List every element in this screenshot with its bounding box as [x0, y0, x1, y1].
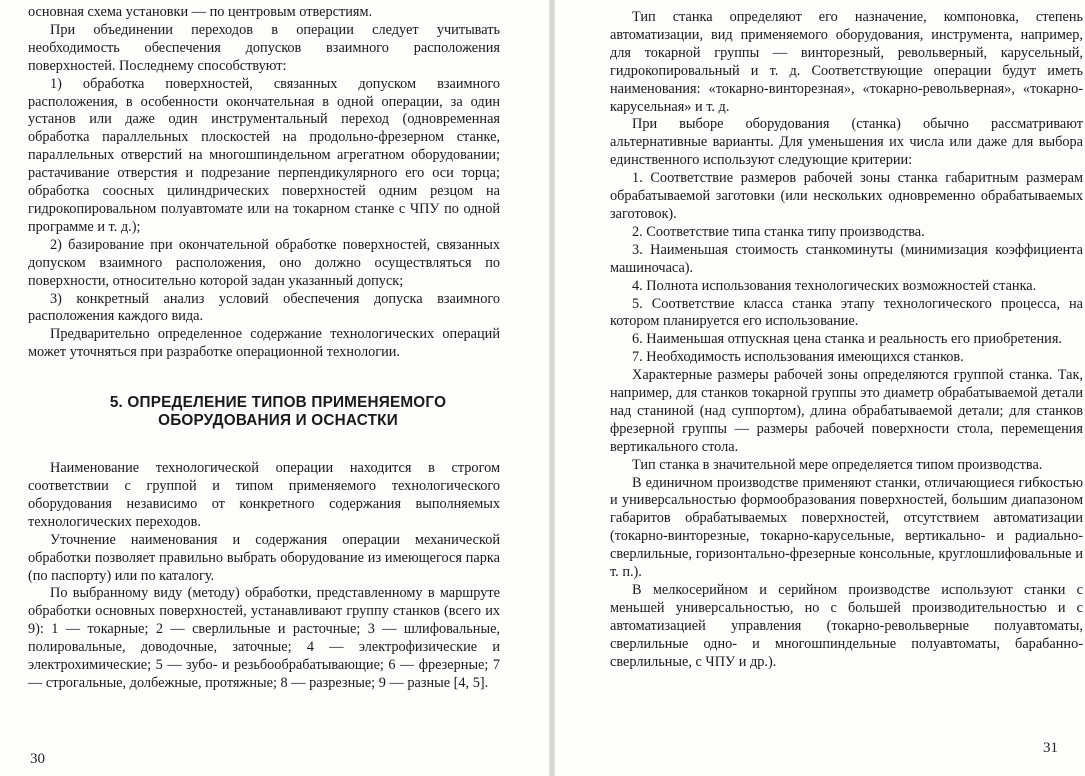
- paragraph: Тип станка в значительной мере определяется типом производства.: [632, 456, 1043, 473]
- paragraph: Характерные размеры рабочей зоны определяются группой станка. Так, например, для станков токарной группы это диаметр обрабатываемой детали над станиной (над суппортом), длина обрабатываемой детали; для станков фрезерной группы — размеры рабочей поверхности стола, перемещения вертикального стола.: [610, 367, 1083, 455]
- page-number-right: 31: [1043, 740, 1058, 756]
- paragraph: 1) обработка поверхностей, связанных допуском взаимного расположения, в особенности окончательная в одной операции, за один установ или даже один инструментальный переход (одновременная обработка параллельных плоскостей на продольно-фрезерном станке, параллельных отверстий на многошпиндельном агрегатном оборудовании; растачивание отверстия и подрезание перпендикулярного его оси торца; обработка соосных цилиндрических поверхностей одним резцом на гидрокопировальном полуавтомате или на токарном станке с ЧПУ по одной программе и т. д.);: [28, 75, 500, 235]
- paragraph: основная схема установки — по центровым отверстиям.: [28, 4, 373, 20]
- page-number-left: 30: [30, 751, 45, 767]
- paragraph: По выбранному виду (методу) обработки, представленному в маршруте обработки основных поверхностей, устанавливают группу станков (всего их 9): 1 — токарные; 2 — сверлильные и расточные; 3 — шлифовальные, полировальные, доводочные, заточные; 4 — электрофизические и электрохимические; 5 — зубо- и резьбообрабатывающие; 6 — фрезерные; 7 — строгальные, долбежные, протяжные; 8 — разрезные; 9 — разные [4, 5].: [28, 585, 500, 691]
- paragraph: При выборе оборудования (станка) обычно рассматривают альтернативные варианты. Для уменьшения их числа или даже для выбора единственного используют следующие критерии:: [610, 116, 1083, 169]
- paragraph: 2) базирование при окончательной обработке поверхностей, связанных допуском взаимного расположения, оно должно осуществляться по поверхности, относительно которой задан указанный допуск;: [28, 236, 500, 289]
- criterion-item: 6. Наименьшая отпускная цена станка и реальность его приобретения.: [632, 331, 1062, 348]
- right-page: [556, 0, 1085, 776]
- paragraph: Уточнение наименования и содержания операции механической обработки позволяет правильно выбрать оборудование из имеющегося парка (по паспорту) или по каталогу.: [28, 531, 500, 584]
- paragraph: В мелкосерийном и серийном производстве используют станки с меньшей универсальностью, но с большей производительностью и с автоматизацией управления (токарно-револьверные полуавтоматы, сверлильные одно- и многошпиндельные полуавтоматы, барабанно-сверлильные, с ЧПУ и др.).: [610, 582, 1083, 670]
- paragraph: В единичном производстве применяют станки, отличающиеся гибкостью и универсальностью формообразования поверхностей, большим диапазоном габаритов обрабатываемых поверхностей, отсутствием автоматизации (токарно-винторезные, токарно-карусельные, вертикально- и радиально-сверлильные, горизонтально-фрезерные консольные, круглошлифовальные и т. п.).: [610, 474, 1083, 581]
- left-text-column: [28, 4, 500, 693]
- criterion-item: 3. Наименьшая стоимость станкоминуты (минимизация коэффициента машиночаса).: [610, 241, 1083, 276]
- criterion-item: 5. Соответствие класса станка этапу технологического процесса, на котором планируется его использование.: [610, 295, 1083, 330]
- section-heading-line-1: 5. ОПРЕДЕЛЕНИЕ ТИПОВ ПРИМЕНЯЕМОГО: [109, 394, 447, 412]
- criterion-item: 4. Полнота использования технологических возможностей станка.: [632, 277, 1037, 294]
- paragraph: 3) конкретный анализ условий обеспечения допуска взаимного расположения каждого вида.: [28, 290, 500, 325]
- paragraph: Тип станка определяют его назначение, компоновка, степень автоматизации, вид применяемого оборудования, инструмента, например, для токарной группы — винторезный, револьверный, карусельный, гидрокопировальный и т. д. Соответствующие операции будут иметь наименования: «токарно-винторезная», «токарно-револьверная», «токарно-карусельная» и т. д.: [610, 9, 1083, 115]
- paragraph: При объединении переходов в операции следует учитывать необходимость обеспечения допусков взаимного расположения поверхностей. Последнему способствуют:: [28, 21, 500, 74]
- paragraph: Предварительно определенное содержание технологических операций может уточняться при разработке операционной технологии.: [28, 326, 500, 361]
- criterion-item: 2. Соответствие типа станка типу производства.: [632, 223, 925, 240]
- paragraph: Наименование технологической операции находится в строгом соответствии с группой и типом применяемого технологического оборудования независимо от конкретного содержания выполняемых технологических переходов.: [28, 460, 500, 530]
- criterion-item: 1. Соответствие размеров рабочей зоны станка габаритным размерам обрабатываемой заготовки (или нескольких одновременно обрабатываемых заготовок).: [610, 170, 1083, 222]
- book-spine: [549, 0, 555, 776]
- section-heading: [28, 394, 500, 430]
- right-text-column: [610, 9, 1083, 672]
- section-heading-line-2: ОБОРУДОВАНИЯ И ОСНАСТКИ: [158, 412, 398, 430]
- criterion-item: 7. Необходимость использования имеющихся станков.: [632, 349, 964, 366]
